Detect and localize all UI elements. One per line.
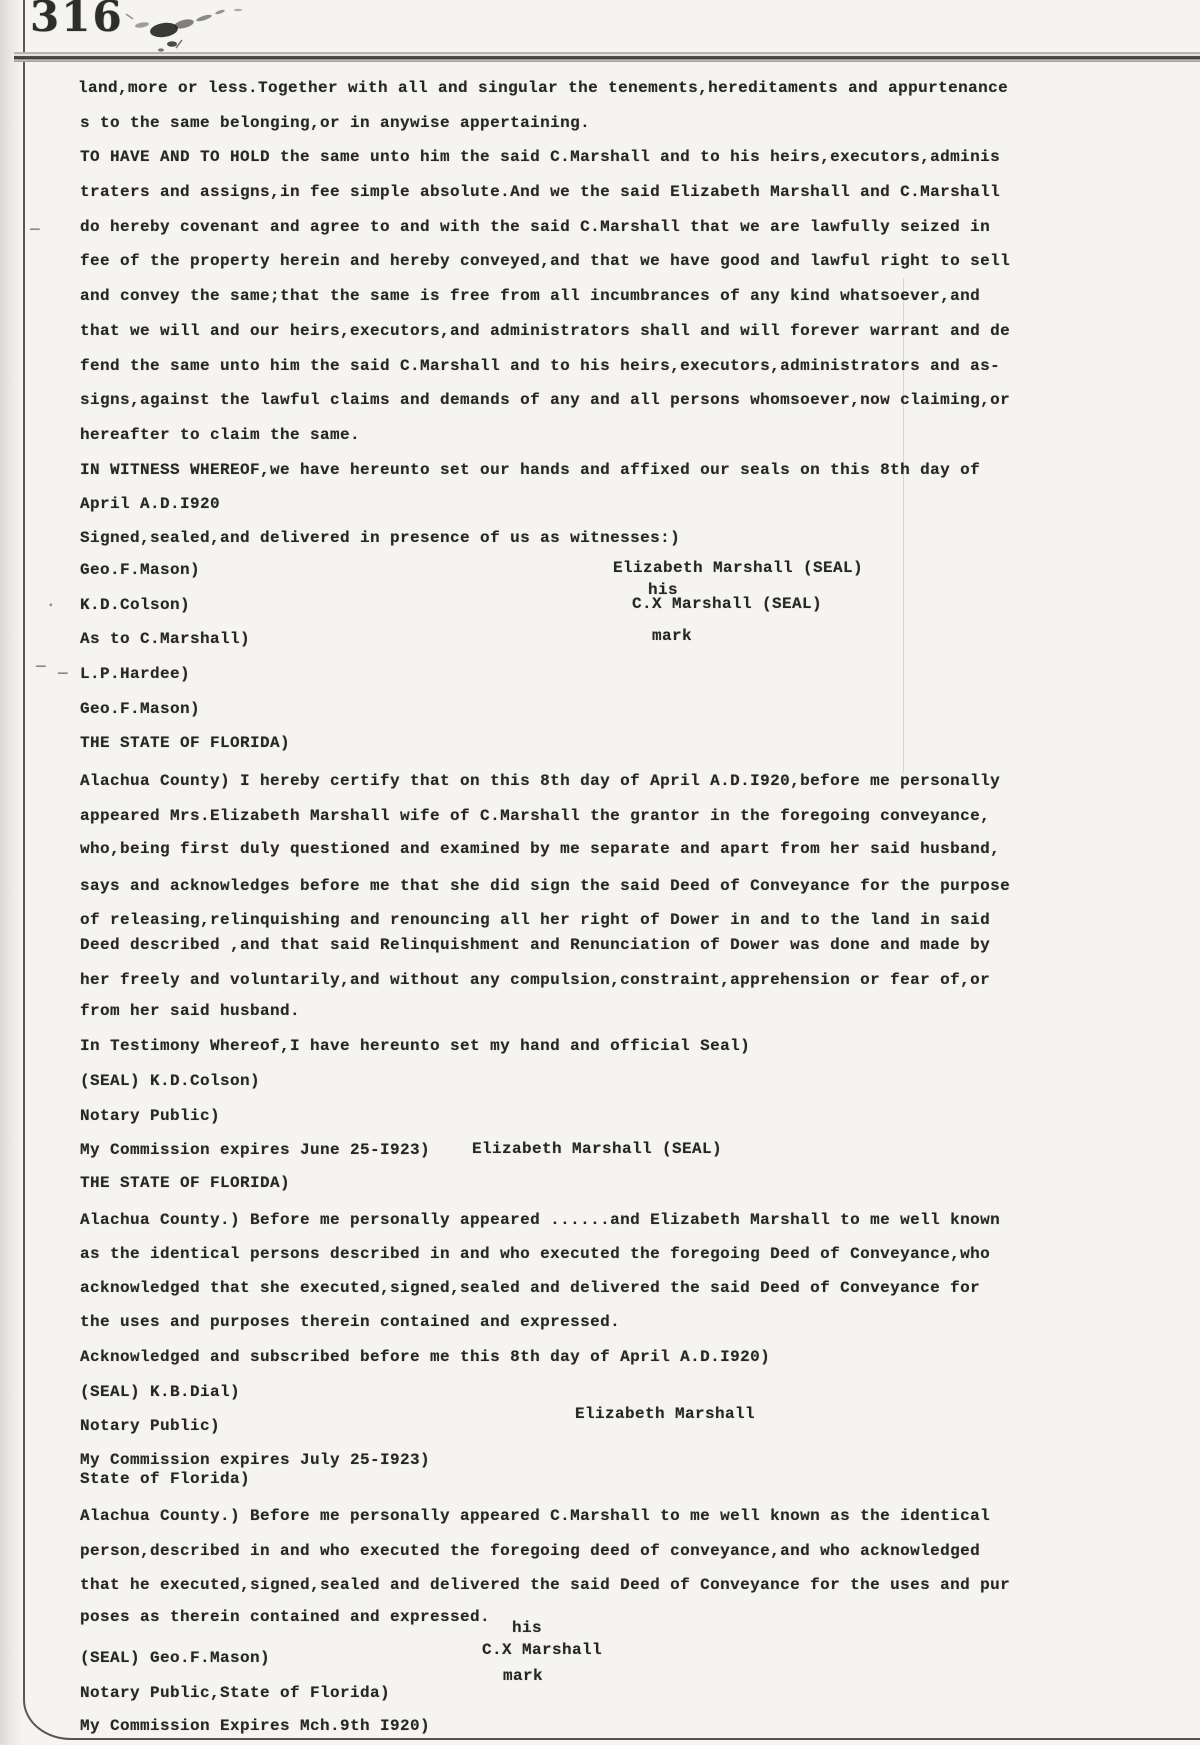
- document-line: THE STATE OF FLORIDA): [80, 1174, 291, 1192]
- document-line: Elizabeth Marshall (SEAL): [472, 1140, 723, 1158]
- document-line: Alachua County.) Before me personally appeared ......and Elizabeth Marshall to me well known: [80, 1211, 1001, 1229]
- document-line: from her said husband.: [80, 1002, 301, 1020]
- document-line: C.X Marshall: [482, 1641, 603, 1659]
- document-line: signs,against the lawful claims and demands of any and all persons whomsoever,now claiming,or: [80, 391, 1011, 409]
- document-line: IN WITNESS WHEREOF,we have hereunto set our hands and affixed our seals on this 8th day of: [80, 461, 981, 479]
- document-line: K.D.Colson): [80, 596, 191, 614]
- document-line: Alachua County.) Before me personally appeared C.Marshall to me well known as the identical: [80, 1507, 991, 1525]
- document-line: that he executed,signed,sealed and delivered the said Deed of Conveyance for the uses and pur: [80, 1576, 1011, 1594]
- document-line: fee of the property herein and hereby conveyed,and that we have good and lawful right to sell: [80, 252, 1011, 270]
- document-line: s to the same belonging,or in anywise appertaining.: [80, 114, 591, 132]
- document-line: L.P.Hardee): [80, 665, 191, 683]
- document-line: says and acknowledges before me that she did sign the said Deed of Conveyance for the purpose: [80, 877, 1011, 895]
- paper-edge: [0, 0, 23, 1745]
- document-line: acknowledged that she executed,signed,sealed and delivered the said Deed of Conveyance for: [80, 1279, 981, 1297]
- stray-mark: —: [30, 220, 41, 238]
- document-line: As to C.Marshall): [80, 630, 251, 648]
- page-number: 316: [30, 0, 124, 41]
- document-line: that we will and our heirs,executors,and administrators shall and will forever warrant and de: [80, 322, 1011, 340]
- document-line: THE STATE OF FLORIDA): [80, 734, 291, 752]
- document-line: of releasing,relinquishing and renouncing all her right of Dower in and to the land in said: [80, 911, 991, 929]
- document-line: (SEAL) K.B.Dial): [80, 1383, 241, 1401]
- document-line: land,more or less.Together with all and singular the tenements,hereditaments and appurtenance: [78, 79, 1009, 97]
- document-line: Notary Public,State of Florida): [80, 1684, 391, 1702]
- document-line: Geo.F.Mason): [80, 700, 201, 718]
- document-line: hereafter to claim the same.: [80, 426, 361, 444]
- document-line: In Testimony Whereof,I have hereunto set my hand and official Seal): [80, 1037, 751, 1055]
- document-line: his: [512, 1619, 543, 1637]
- document-line: April A.D.I920: [80, 495, 221, 513]
- document-line: do hereby covenant and agree to and with the said C.Marshall that we are lawfully seized in: [80, 218, 991, 236]
- document-line: his: [648, 581, 679, 599]
- document-line: her freely and voluntarily,and without any compulsion,constraint,apprehension or fear of,or: [80, 971, 991, 989]
- stray-mark: .: [46, 593, 57, 611]
- document-line: fend the same unto him the said C.Marshall and to his heirs,executors,administrators and as-: [80, 357, 1001, 375]
- stray-mark: —: [36, 657, 47, 675]
- document-line: (SEAL) Geo.F.Mason): [80, 1649, 271, 1667]
- document-line: appeared Mrs.Elizabeth Marshall wife of C.Marshall the grantor in the foregoing conveyance,: [80, 807, 991, 825]
- document-line: Notary Public): [80, 1417, 221, 1435]
- document-line: Elizabeth Marshall: [575, 1405, 756, 1423]
- document-line: Geo.F.Mason): [80, 561, 201, 579]
- document-line: Deed described ,and that said Relinquishment and Renunciation of Dower was done and made by: [80, 936, 991, 954]
- document-line: My Commission expires June 25-I923): [80, 1141, 431, 1159]
- document-line: and convey the same;that the same is free from all incumbrances of any kind whatsoever,and: [80, 287, 981, 305]
- ink-smudge: [112, 0, 262, 55]
- document-line: My Commission Expires Mch.9th I920): [80, 1717, 431, 1735]
- document-line: mark: [652, 627, 693, 645]
- document-line: as the identical persons described in and who executed the foregoing Deed of Conveyance,who: [80, 1245, 991, 1263]
- document-line: C.X Marshall (SEAL): [632, 595, 823, 613]
- document-line: Elizabeth Marshall (SEAL): [613, 559, 864, 577]
- document-line: Acknowledged and subscribed before me this 8th day of April A.D.I920): [80, 1348, 771, 1366]
- document-line: My Commission expires July 25-I923): [80, 1451, 431, 1469]
- document-line: who,being first duly questioned and examined by me separate and apart from her said husband,: [80, 840, 1001, 858]
- document-line: mark: [503, 1667, 544, 1685]
- document-line: TO HAVE AND TO HOLD the same unto him the said C.Marshall and to his heirs,executors,adminis: [80, 148, 1001, 166]
- document-line: traters and assigns,in fee simple absolute.And we the said Elizabeth Marshall and C.Marshall: [80, 183, 1001, 201]
- document-line: Signed,sealed,and delivered in presence of us as witnesses:): [80, 529, 681, 547]
- document-line: person,described in and who executed the foregoing deed of conveyance,and who acknowledged: [80, 1542, 981, 1560]
- document-line: (SEAL) K.D.Colson): [80, 1072, 261, 1090]
- paper-crease: [903, 278, 904, 773]
- document-line: Notary Public): [80, 1107, 221, 1125]
- document-line: poses as therein contained and expressed.: [80, 1608, 491, 1626]
- document-line: State of Florida): [80, 1470, 251, 1488]
- stray-mark: —: [58, 664, 69, 682]
- document-line: Alachua County) I hereby certify that on this 8th day of April A.D.I920,before me personally: [80, 772, 1001, 790]
- document-line: the uses and purposes therein contained and expressed.: [80, 1313, 621, 1331]
